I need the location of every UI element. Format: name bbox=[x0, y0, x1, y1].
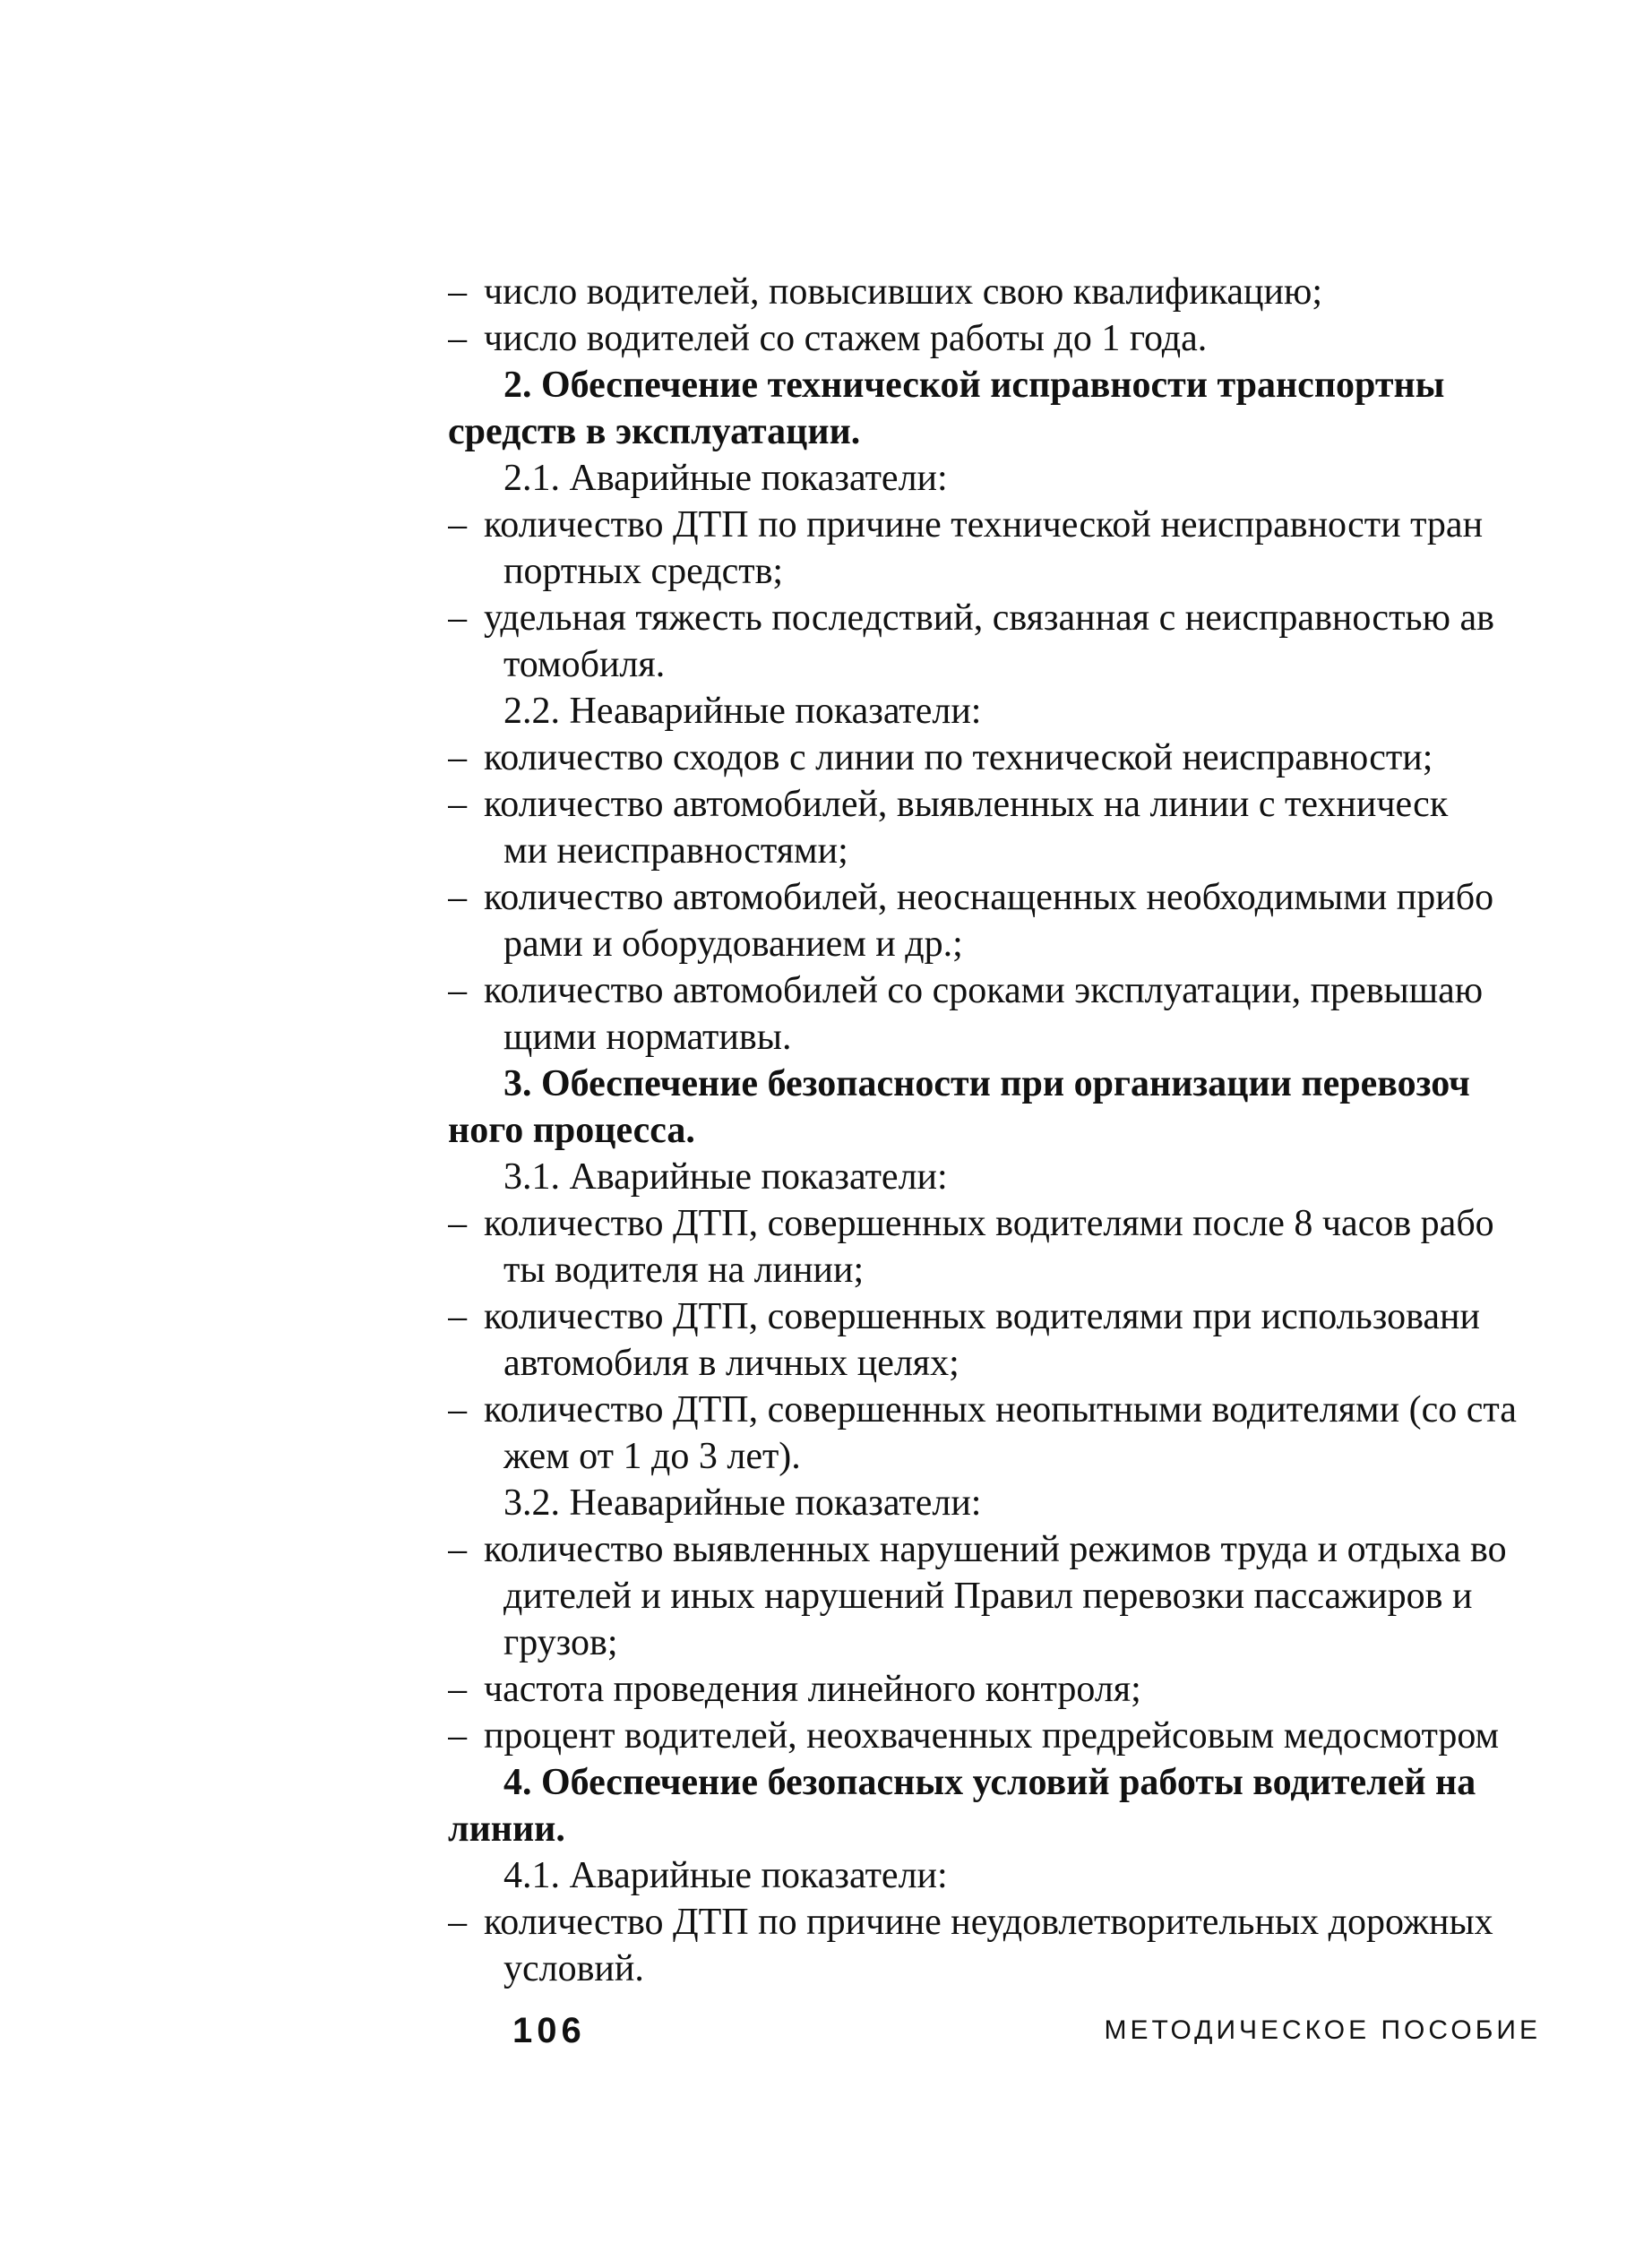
body-text bbox=[448, 269, 1586, 1992]
list-dash: – bbox=[448, 1296, 467, 1337]
list-item-continuation: дителей и иных нарушений Правил перевозки пассажиров и bbox=[503, 1576, 1473, 1617]
list-item-text: количество автомобилей, выявленных на линии с техническ bbox=[484, 784, 1449, 825]
page-number: 106 bbox=[512, 2011, 586, 2050]
section-heading-continuation: средств в эксплуатации. bbox=[448, 411, 861, 452]
list-item-text: число водителей, повысивших свою квалификацию; bbox=[484, 271, 1323, 313]
list-item-text: количество сходов с линии по технической неисправности; bbox=[484, 737, 1433, 778]
list-dash: – bbox=[448, 504, 467, 546]
list-item-text: количество ДТП по причине неудовлетворительных дорожных bbox=[484, 1902, 1493, 1943]
section-heading: 3. Обеспечение безопасности при организации перевозоч bbox=[503, 1063, 1470, 1104]
list-item-text: удельная тяжесть последствий, связанная с неисправностью ав bbox=[484, 597, 1494, 639]
section-heading: 4. Обеспечение безопасных условий работы водителей на bbox=[503, 1762, 1476, 1803]
list-dash: – bbox=[448, 1902, 467, 1943]
list-item-text: число водителей со стажем работы до 1 года. bbox=[484, 318, 1208, 359]
list-dash: – bbox=[448, 877, 467, 918]
list-item-continuation: ты водителя на линии; bbox=[503, 1250, 865, 1291]
list-item-text: количество выявленных нарушений режимов труда и отдыха во bbox=[484, 1529, 1507, 1570]
subsection-heading: 2.2. Неаварийные показатели: bbox=[503, 691, 982, 732]
list-item-continuation: портных средств; bbox=[503, 551, 784, 592]
list-dash: – bbox=[448, 597, 467, 639]
subsection-heading: 2.1. Аварийные показатели: bbox=[503, 458, 948, 499]
list-item bbox=[448, 735, 1586, 781]
list-item bbox=[448, 781, 1586, 828]
list-item-continuation: томобиля. bbox=[503, 644, 666, 685]
list-item-text: количество автомобилей со сроками эксплуатации, превышаю bbox=[484, 970, 1484, 1011]
list-item bbox=[448, 1200, 1586, 1247]
list-item bbox=[448, 595, 1586, 641]
section-heading-continuation: ного процесса. bbox=[448, 1110, 695, 1151]
section-heading: 2. Обеспечение технической исправности транспортны bbox=[503, 365, 1445, 406]
list-item-text: количество ДТП, совершенных водителями после 8 часов рабо bbox=[484, 1203, 1494, 1244]
list-dash: – bbox=[448, 737, 467, 778]
list-item bbox=[448, 269, 1586, 315]
list-dash: – bbox=[448, 318, 467, 359]
subsection-heading: 3.2. Неаварийные показатели: bbox=[503, 1482, 982, 1524]
list-dash: – bbox=[448, 1203, 467, 1244]
subsection-heading: 3.1. Аварийные показатели: bbox=[503, 1156, 948, 1198]
list-item-text: количество ДТП, совершенных неопытными водителями (со ста bbox=[484, 1389, 1517, 1430]
list-dash: – bbox=[448, 1715, 467, 1757]
list-item bbox=[448, 1666, 1586, 1713]
list-item-continuation: грузов; bbox=[503, 1622, 618, 1663]
list-dash: – bbox=[448, 1529, 467, 1570]
list-item-continuation: условий. bbox=[503, 1948, 644, 1989]
list-item bbox=[448, 1526, 1586, 1573]
list-item-text: количество ДТП по причине технической неисправности тран bbox=[484, 504, 1484, 546]
section-heading-continuation: линии. bbox=[448, 1808, 565, 1850]
list-item-text: количество ДТП, совершенных водителями при использовани bbox=[484, 1296, 1480, 1337]
running-title: МЕТОДИЧЕСКОЕ ПОСОБИЕ bbox=[1104, 2015, 1541, 2045]
list-item-text: количество автомобилей, неоснащенных необходимыми прибо bbox=[484, 877, 1494, 918]
subsection-heading: 4.1. Аварийные показатели: bbox=[503, 1855, 948, 1896]
list-item bbox=[448, 1713, 1586, 1759]
list-item-continuation: автомобиля в личных целях; bbox=[503, 1343, 959, 1384]
list-item-continuation: жем от 1 до 3 лет). bbox=[503, 1436, 801, 1477]
list-dash: – bbox=[448, 271, 467, 313]
list-dash: – bbox=[448, 1669, 467, 1710]
list-item-continuation: щими нормативы. bbox=[503, 1017, 792, 1058]
list-item bbox=[448, 1387, 1586, 1433]
list-item bbox=[448, 315, 1586, 362]
list-item bbox=[448, 502, 1586, 548]
list-item-text: частота проведения линейного контроля; bbox=[484, 1669, 1141, 1710]
list-item bbox=[448, 967, 1586, 1014]
list-dash: – bbox=[448, 784, 467, 825]
list-item bbox=[448, 874, 1586, 921]
list-item-continuation: рами и оборудованием и др.; bbox=[503, 924, 963, 965]
list-dash: – bbox=[448, 970, 467, 1011]
list-item bbox=[448, 1293, 1586, 1340]
list-item-continuation: ми неисправностями; bbox=[503, 830, 848, 872]
list-item bbox=[448, 1899, 1586, 1946]
list-item-text: процент водителей, неохваченных предрейсовым медосмотром bbox=[484, 1715, 1500, 1757]
list-dash: – bbox=[448, 1389, 467, 1430]
